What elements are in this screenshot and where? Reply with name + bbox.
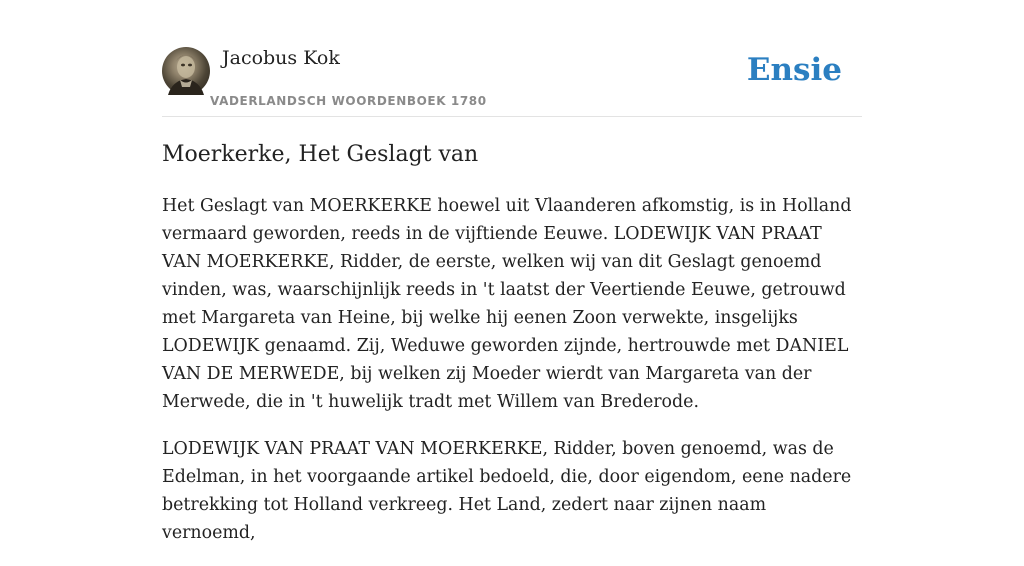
author-name[interactable]: Jacobus Kok xyxy=(222,47,340,69)
author-header xyxy=(162,46,862,117)
portrait-image xyxy=(162,47,210,95)
source-name[interactable]: VADERLANDSCH WOORDENBOEK 1780 xyxy=(210,94,487,108)
article-paragraph: LODEWIJK VAN PRAAT VAN MOERKERKE, Ridder, boven genoemd, was de Edelman, in het voorgaande artikel bedoeld, die, door eigendom, eene nadere betrekking tot Holland verkreeg. Het Land, zedert naar zijnen naam vernoemd, xyxy=(162,439,852,543)
article-body xyxy=(162,192,864,566)
author-avatar[interactable] xyxy=(162,47,210,95)
ensie-logo[interactable]: Ensie xyxy=(746,52,842,88)
article-title: Moerkerke, Het Geslagt van xyxy=(162,142,479,167)
article-paragraph: Het Geslagt van MOERKERKE hoewel uit Vlaanderen afkomstig, is in Holland vermaard geworden, reeds in de vijftiende Eeuwe. LODEWIJK VAN PRAAT VAN MOERKERKE, Ridder, de eerste, welken wij van dit Geslagt genoemd vinden, was, waarschijnlijk reeds in 't laatst der Veertiende Eeuwe, getrouwd met Margareta van Heine, bij welke hij eenen Zoon verwekte, insgelijks LODEWIJK genaamd. Zij, Weduwe geworden zijnde, hertrouwde met DANIEL VAN DE MERWEDE, bij welken zij Moeder wierdt van Margareta van der Merwede, die in 't huwelijk tradt met Willem van Brederode. xyxy=(162,196,852,412)
